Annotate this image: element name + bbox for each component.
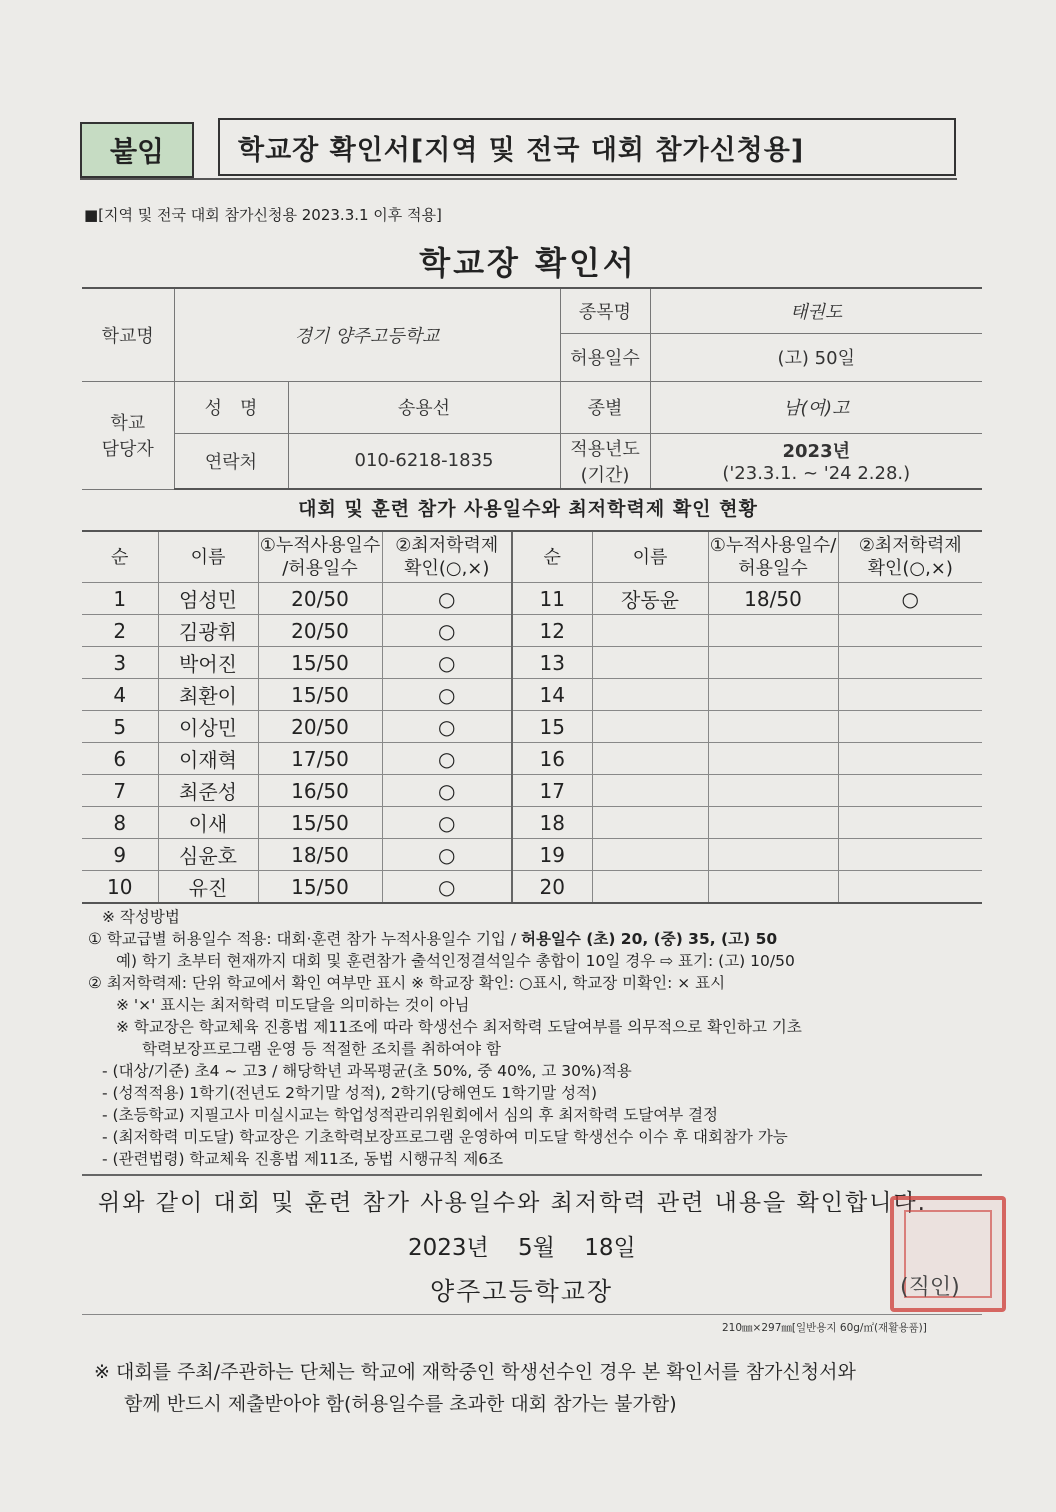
row-days-right: 18/50: [708, 583, 838, 615]
phone-value: 010-6218-1835: [288, 433, 560, 489]
detail-1: - (대상/기준) 초4 ~ 고3 / 해당학년 과목평균(초 50%, 중 40%, 고 30%)적용: [102, 1062, 632, 1080]
year-label: 적용년도 (기간): [560, 433, 650, 489]
row-no: 3: [82, 647, 158, 679]
row-days: 15/50: [258, 871, 382, 904]
row-days-right: [708, 743, 838, 775]
detail-4: - (최저학력 미도달) 학교장은 기초학력보장프로그램 운영하여 미도달 학생선수 이수 후 대회참가 가능: [102, 1128, 788, 1146]
row-check-right: [838, 615, 982, 647]
row-name-right: [592, 711, 708, 743]
table-row: [82, 743, 982, 775]
row-no-right: 20: [512, 871, 592, 904]
table-row: [82, 615, 982, 647]
col-academic-right: ②최저학력제 확인(○,×): [838, 531, 982, 583]
table-row: [82, 871, 982, 904]
row-days-right: [708, 871, 838, 904]
attachment-tag: 붙임: [80, 122, 194, 178]
row-check: ○: [382, 615, 512, 647]
phone-label: 연락처: [174, 433, 288, 489]
row-check: ○: [382, 711, 512, 743]
row-days: 20/50: [258, 615, 382, 647]
allowed-days-label: 허용일수: [560, 333, 650, 381]
row-no: 8: [82, 807, 158, 839]
row-name: 엄성민: [158, 583, 258, 615]
row-name: 이새: [158, 807, 258, 839]
table-row: [82, 839, 982, 871]
row-no: 7: [82, 775, 158, 807]
row-days-right: [708, 839, 838, 871]
row-name-right: [592, 775, 708, 807]
year-value: 2023년 ('23.3.1. ~ '24 2.28.): [650, 433, 982, 489]
table-row: [82, 775, 982, 807]
row-check: ○: [382, 583, 512, 615]
row-days: 20/50: [258, 711, 382, 743]
col-name: 이름: [158, 531, 258, 583]
row-check-right: [838, 775, 982, 807]
gender-label: 종별: [560, 381, 650, 433]
row-name-right: [592, 679, 708, 711]
contact-person-label: 학교 담당자: [82, 381, 174, 489]
row-days: 15/50: [258, 647, 382, 679]
col-days: ①누적사용일수 /허용일수: [258, 531, 382, 583]
row-check-right: [838, 679, 982, 711]
row-no: 5: [82, 711, 158, 743]
row-name: 유진: [158, 871, 258, 904]
row-days: 20/50: [258, 583, 382, 615]
divider: [82, 1174, 982, 1176]
allowed-days-value: (고) 50일: [650, 333, 982, 381]
row-no-right: 18: [512, 807, 592, 839]
row-no-right: 15: [512, 711, 592, 743]
row-check-right: [838, 871, 982, 904]
form-header-title: 학교장 확인서[지역 및 전국 대회 참가신청용]: [218, 118, 956, 176]
row-name-right: 장동윤: [592, 583, 708, 615]
principal-name: 양주고등학교장: [430, 1277, 614, 1306]
table-row: [82, 807, 982, 839]
row-days-right: [708, 711, 838, 743]
row-name: 이상민: [158, 711, 258, 743]
row-no: 4: [82, 679, 158, 711]
row-name: 최준성: [158, 775, 258, 807]
row-check: ○: [382, 871, 512, 904]
name-label: 성 명: [174, 381, 288, 433]
note-2: ② 최저학력제: 단위 학교에서 확인 여부만 표시 ※ 학교장 확인: ○표시, 학교장 미확인: × 표시: [88, 974, 726, 992]
table-row: [82, 647, 982, 679]
divider: [82, 1314, 982, 1315]
row-name-right: [592, 743, 708, 775]
row-check: ○: [382, 679, 512, 711]
row-name-right: [592, 839, 708, 871]
row-check: ○: [382, 775, 512, 807]
row-name: 심윤호: [158, 839, 258, 871]
note-1: ① 학교급별 허용일수 적용: 대회·훈련 참가 누적사용일수 기입 / 허용일수 (초) 20, (중) 35, (고) 50: [88, 930, 778, 948]
row-no-right: 13: [512, 647, 592, 679]
table-row: [82, 583, 982, 615]
row-days-right: [708, 775, 838, 807]
row-days: 17/50: [258, 743, 382, 775]
note-2-b-cont: 학력보장프로그램 운영 등 적절한 조치를 취하여야 함: [142, 1040, 501, 1058]
row-no: 2: [82, 615, 158, 647]
detail-3: - (초등학교) 지필고사 미실시교는 학업성적관리위원회에서 심의 후 최저학력 도달여부 결정: [102, 1106, 719, 1124]
method-notes: [88, 906, 988, 1170]
row-no-right: 16: [512, 743, 592, 775]
row-no: 10: [82, 871, 158, 904]
row-check-right: [838, 807, 982, 839]
row-days-right: [708, 647, 838, 679]
notes-heading: ※ 작성방법: [102, 908, 180, 926]
gender-value: 남(여)고: [650, 381, 982, 433]
note-1-example: 예) 학기 초부터 현재까지 대회 및 훈련참가 출석인정결석일수 총합이 10일 경우 ⇨ 표기: (고) 10/50: [116, 952, 795, 970]
row-days-right: [708, 807, 838, 839]
row-name-right: [592, 647, 708, 679]
confirmation-text: 위와 같이 대회 및 훈련 참가 사용일수와 최저학력 관련 내용을 확인합니다.: [98, 1190, 927, 1216]
row-name-right: [592, 871, 708, 904]
row-days: 15/50: [258, 807, 382, 839]
detail-2: - (성적적용) 1학기(전년도 2학기말 성적), 2학기(당해연도 1학기말 성적): [102, 1084, 598, 1102]
row-no-right: 11: [512, 583, 592, 615]
row-days-right: [708, 615, 838, 647]
school-label: 학교명: [82, 288, 174, 381]
row-no: 1: [82, 583, 158, 615]
row-check-right: ○: [838, 583, 982, 615]
note-2-b: ※ 학교장은 학교체육 진흥법 제11조에 따라 학생선수 최저학력 도달여부를 의무적으로 확인하고 기초: [116, 1018, 802, 1036]
row-check-right: [838, 711, 982, 743]
row-no: 6: [82, 743, 158, 775]
school-value: 경기 양주고등학교: [174, 288, 560, 381]
row-no-right: 19: [512, 839, 592, 871]
name-value: 송용선: [288, 381, 560, 433]
apply-note: ■[지역 및 전국 대회 참가신청용 2023.3.1 이후 적용]: [84, 206, 442, 224]
col-name-right: 이름: [592, 531, 708, 583]
note-2-a: ※ '×' 표시는 최저학력 미도달을 의미하는 것이 아님: [116, 996, 470, 1014]
row-days-right: [708, 679, 838, 711]
row-check: ○: [382, 647, 512, 679]
col-no: 순: [82, 531, 158, 583]
section-title: 대회 및 훈련 참가 사용일수와 최저학력제 확인 현황: [298, 498, 758, 520]
footer-note: ※ 대회를 주최/주관하는 단체는 학교에 재학중인 학생선수인 경우 본 확인서를 참가신청서와 함께 반드시 제출받아야 함(허용일수를 초과한 대회 참가는 불가함): [94, 1361, 856, 1415]
col-academic: ②최저학력제 확인(○,×): [382, 531, 512, 583]
event-value: 태권도: [650, 288, 982, 333]
row-check-right: [838, 839, 982, 871]
row-check: ○: [382, 743, 512, 775]
row-check-right: [838, 743, 982, 775]
table-row: [82, 711, 982, 743]
row-no-right: 17: [512, 775, 592, 807]
row-check: ○: [382, 839, 512, 871]
row-no-right: 12: [512, 615, 592, 647]
row-name-right: [592, 615, 708, 647]
detail-5: - (관련법령) 학교체육 진흥법 제11조, 동법 시행규칙 제6조: [102, 1150, 504, 1168]
col-no-right: 순: [512, 531, 592, 583]
col-days-right: ①누적사용일수/ 허용일수: [708, 531, 838, 583]
row-check: ○: [382, 807, 512, 839]
row-name: 최환이: [158, 679, 258, 711]
row-days: 16/50: [258, 775, 382, 807]
row-days: 18/50: [258, 839, 382, 871]
row-check-right: [838, 647, 982, 679]
paper-spec: 210㎜×297㎜[일반용지 60g/㎡(재활용품)]: [722, 1322, 927, 1334]
row-days: 15/50: [258, 679, 382, 711]
event-label: 종목명: [560, 288, 650, 333]
row-name: 박어진: [158, 647, 258, 679]
page-title: 학교장 확인서: [419, 244, 637, 282]
seal-mark: (직인): [900, 1275, 960, 1300]
row-name: 이재혁: [158, 743, 258, 775]
row-no: 9: [82, 839, 158, 871]
roster-table: [82, 530, 982, 904]
table-row: [82, 679, 982, 711]
info-table: [82, 287, 982, 490]
row-no-right: 14: [512, 679, 592, 711]
header-underline: [80, 178, 957, 180]
row-name-right: [592, 807, 708, 839]
row-name: 김광휘: [158, 615, 258, 647]
issue-date: 2023년 5월 18일: [408, 1235, 636, 1261]
